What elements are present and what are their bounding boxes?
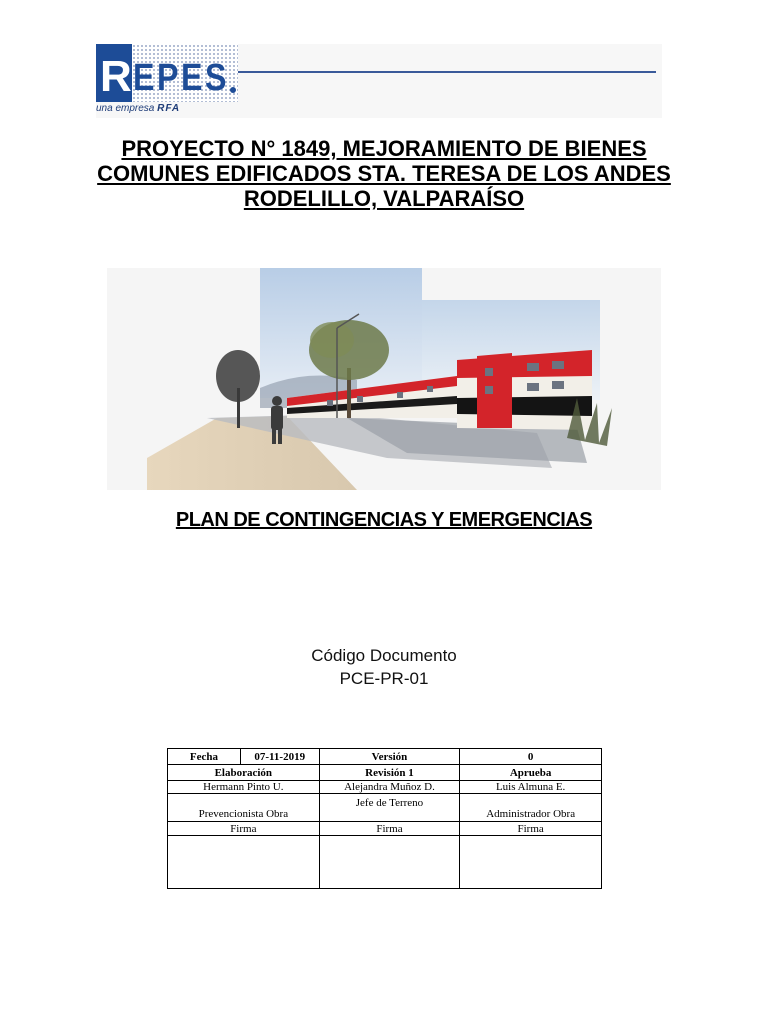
project-rendering-image bbox=[107, 268, 661, 490]
role-revision: Jefe de Terreno bbox=[319, 794, 460, 822]
signature-box-elaboracion bbox=[168, 836, 320, 889]
version-label: Versión bbox=[319, 749, 460, 765]
signature-label-elaboracion: Firma bbox=[168, 822, 320, 836]
name-revision: Alejandra Muñoz D. bbox=[319, 781, 460, 794]
document-code-value: PCE-PR-01 bbox=[339, 669, 429, 688]
signature-label-aprueba: Firma bbox=[460, 822, 602, 836]
document-title: PROYECTO N° 1849, MEJORAMIENTO DE BIENES COMUNES EDIFICADOS STA. TERESA DE LOS ANDES RODELILLO, VALPARAÍSO bbox=[97, 136, 671, 211]
table-row bbox=[168, 749, 602, 765]
company-logo bbox=[96, 44, 238, 102]
version-value: 0 bbox=[460, 749, 602, 765]
role-aprueba: Administrador Obra bbox=[460, 794, 602, 822]
document-code-label: Código Documento bbox=[311, 646, 457, 665]
document-header bbox=[96, 44, 662, 118]
document-code-block bbox=[96, 644, 672, 690]
name-aprueba: Luis Almuna E. bbox=[460, 781, 602, 794]
header-rule bbox=[238, 71, 656, 73]
table-row bbox=[168, 781, 602, 794]
column-header-revision: Revisión 1 bbox=[319, 765, 460, 781]
document-control-table bbox=[167, 748, 602, 889]
signature-label-revision: Firma bbox=[319, 822, 460, 836]
signature-box-revision bbox=[319, 836, 460, 889]
svg-text:R: R bbox=[100, 52, 132, 101]
table-row bbox=[168, 765, 602, 781]
fecha-value: 07-11-2019 bbox=[240, 749, 319, 765]
logo-tagline: una empresa RFA bbox=[96, 103, 181, 114]
table-row bbox=[168, 836, 602, 889]
name-elaboracion: Hermann Pinto U. bbox=[168, 781, 320, 794]
column-header-aprueba: Aprueba bbox=[460, 765, 602, 781]
table-row bbox=[168, 794, 602, 822]
column-header-elaboracion: Elaboración bbox=[168, 765, 320, 781]
fecha-label: Fecha bbox=[168, 749, 241, 765]
role-elaboracion: Prevencionista Obra bbox=[168, 794, 320, 822]
signature-box-aprueba bbox=[460, 836, 602, 889]
svg-text:EPES: EPES bbox=[133, 57, 229, 99]
document-subtitle: PLAN DE CONTINGENCIAS Y EMERGENCIAS bbox=[175, 509, 593, 531]
table-row bbox=[168, 822, 602, 836]
